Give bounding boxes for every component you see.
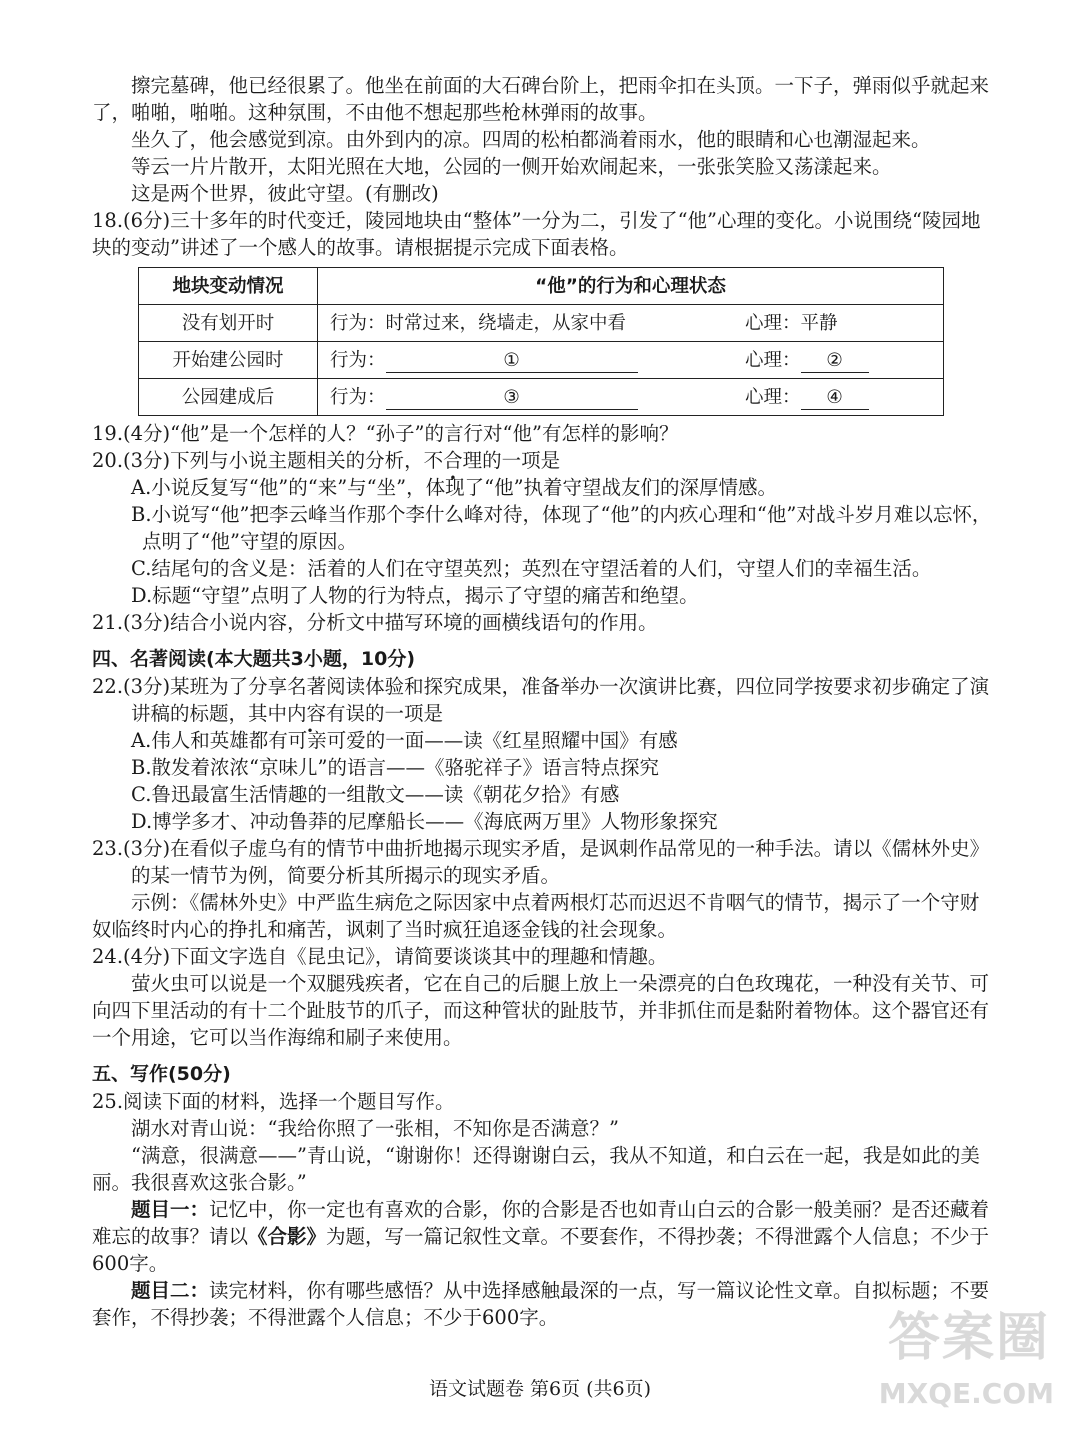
- behavior-label: 行为：: [330, 349, 386, 371]
- q20-option-a[interactable]: A.小说反复写“他”的“来”与“坐”，体现了“他”执着守望战友们的深厚情感。: [131, 476, 778, 499]
- behavior-text: 时常过来，绕墙走，从家中看: [385, 312, 627, 334]
- table-cell-state: [318, 342, 944, 379]
- passage-para-1: 擦完墓碑，他已经很累了。他坐在前面的大石碑台阶上，把雨伞扣在头顶。一下子，弹雨似乎就起来了，啪啪，啪啪。这种氛围，不由他不想起那些枪林弹雨的故事。: [92, 74, 990, 124]
- topic-1-text-b: 为题，写一篇记叙性文章。不要套作，不得抄袭；不得泄露个人信息；不少于600字。: [92, 1225, 990, 1275]
- topic-2-label: 题目二：: [131, 1279, 210, 1302]
- q20-stem-a: 20.(3分)下列与小说主题相关的分析，: [92, 449, 424, 472]
- table-cell-state: [318, 305, 944, 342]
- q25-topic-1: [92, 1196, 992, 1277]
- mind-label: 心理：: [745, 312, 801, 334]
- q22-stem-b: 的一项是: [365, 702, 444, 725]
- watermark-url: MXQE.COM: [878, 1377, 1054, 1410]
- question-18: 18.(6分)三十多年的时代变迁，陵园地块由“整体”一分为二，引发了“他”心理的变化。小说围绕“陵园地块的变动”讲述了一个感人的故事。请根据提示完成下面表格。: [92, 209, 981, 259]
- q20-option-c[interactable]: C.结尾句的含义是：活着的人们在守望英烈；英烈在守望活着的人们，守望人们的幸福生活。: [131, 557, 932, 580]
- section-4-heading: 四、名著阅读(本大题共3小题，10分): [92, 648, 416, 670]
- table-cell-state: [318, 379, 944, 416]
- q22-option-b[interactable]: B.散发着浓浓“京味儿”的语言——《骆驼祥子》语言特点探究: [131, 756, 659, 779]
- topic-2-text: 读完材料，你有哪些感悟？从中选择感触最深的一点，写一篇议论性文章。自拟标题；不要套作，不得抄袭；不得泄露个人信息；不少于600字。: [92, 1279, 990, 1329]
- behavior-label: 行为：: [330, 386, 386, 408]
- table-cell-situation: 没有划开时: [139, 305, 318, 342]
- question-23: 23.(3分)在看似子虚乌有的情节中曲折地揭示现实矛盾，是讽刺作品常见的一种手法。请以《儒林外史》的某一情节为例，简要分析其所揭示的现实矛盾。: [92, 837, 990, 887]
- topic-1-label: 题目一：: [131, 1198, 210, 1221]
- table-header-row: [139, 268, 944, 305]
- watermark-logo-text: 答案圈: [887, 1308, 1050, 1368]
- q22-stem-a: 22.(3分)某班为了分享名著阅读体验和探究成果，准备举办一次演讲比赛，四位同学按要求初步确定了演讲稿的标题，其中内容: [92, 675, 990, 725]
- answer-blank-4[interactable]: ④: [801, 387, 869, 410]
- table-cell-situation: 开始建公园时: [139, 342, 318, 379]
- q20-emphasis: 不合理: [423, 449, 483, 472]
- q22-option-a[interactable]: A.伟人和英雄都有可亲可爱的一面——读《红星照耀中国》有感: [131, 729, 678, 752]
- q25-topic-2: [92, 1277, 992, 1331]
- q20-option-d[interactable]: D.标题“守望”点明了人物的行为特点，揭示了守望的痛苦和绝望。: [131, 584, 699, 607]
- question-21: 21.(3分)结合小说内容，分析文中描写环境的画横线语句的作用。: [92, 611, 658, 634]
- q22-option-c[interactable]: C.鲁迅最富生活情趣的一组散文——读《朝花夕拾》有感: [131, 783, 620, 806]
- topic-1-text-a: 记忆中，你一定也有喜欢的合影，你的合影是否也如青山白云的合影一般美丽？是否还藏着难忘的故事？请以: [92, 1198, 990, 1248]
- question-22: [92, 673, 992, 727]
- q20-stem-b: 的一项是: [482, 449, 561, 472]
- mind-label: 心理：: [745, 386, 801, 408]
- topic-1-title: 《合影》: [248, 1225, 327, 1248]
- page-footer: 语文试题卷 第6页 (共6页): [428, 1378, 652, 1400]
- mind-label: 心理：: [745, 349, 801, 371]
- q22-option-d[interactable]: D.博学多才、冲动鲁莽的尼摩船长——《海底两万里》人物形象探究: [131, 810, 718, 833]
- mind-text: 平静: [800, 312, 838, 334]
- table-header-situation: 地块变动情况: [139, 268, 318, 305]
- q18-table: [138, 267, 944, 416]
- question-20: [92, 447, 992, 474]
- question-24: 24.(4分)下面文字选自《昆虫记》，请简要谈谈其中的理趣和情趣。: [92, 945, 668, 968]
- passage-para-2: 坐久了，他会感觉到凉。由外到内的凉。四周的松柏都淌着雨水，他的眼睛和心也潮湿起来。: [131, 128, 931, 151]
- q24-excerpt: 萤火虫可以说是一个双腿残疾者，它在自己的后腿上放上一朵漂亮的白色玫瑰花，一种没有关节、可向四下里活动的有十二个趾肢节的爪子，而这种管状的趾肢节，并非抓住而是黏附着物体。这个器官还有一个用途，它可以当作海绵和刷子来使用。: [92, 972, 990, 1049]
- table-header-behavior: “他”的行为和心理状态: [318, 268, 944, 305]
- q22-emphasis: 有误: [326, 702, 366, 725]
- q25-material-2: “满意，很满意——”青山说，“谢谢你！还得谢谢白云，我从不知道，和白云在一起，我是如此的美丽。我很喜欢这张合影。”: [92, 1144, 980, 1194]
- q20-option-b[interactable]: B.小说写“他”把李云峰当作那个李什么峰对待，体现了“他”的内疚心理和“他”对战斗岁月难以忘怀，点明了“他”守望的原因。: [131, 503, 992, 553]
- section-5-heading: 五、写作(50分): [92, 1063, 231, 1085]
- q23-example: 示例：《儒林外史》中严监生病危之际因家中点着两根灯芯而迟迟不肯咽气的情节，揭示了一个守财奴临终时内心的挣扎和痛苦，讽刺了当时疯狂追逐金钱的社会现象。: [92, 891, 980, 941]
- question-25: 25.阅读下面的材料，选择一个题目写作。: [92, 1090, 455, 1113]
- answer-blank-1[interactable]: ①: [386, 350, 638, 373]
- answer-blank-3[interactable]: ③: [386, 387, 638, 410]
- passage-para-3: 等云一片片散开，太阳光照在大地，公园的一侧开始欢闹起来，一张张笑脸又荡漾起来。: [131, 155, 892, 178]
- table-cell-situation: 公园建成后: [139, 379, 318, 416]
- exam-page: [92, 72, 992, 1331]
- watermark: [862, 1304, 1062, 1424]
- table-row: [139, 305, 944, 342]
- passage-para-4: 这是两个世界，彼此守望。(有删改): [131, 182, 439, 205]
- q25-material-1: 湖水对青山说：“我给你照了一张相，不知你是否满意？”: [131, 1117, 619, 1140]
- behavior-label: 行为：: [330, 312, 386, 334]
- answer-blank-2[interactable]: ②: [801, 350, 869, 373]
- question-19: 19.(4分)“他”是一个怎样的人？“孙子”的言行对“他”有怎样的影响？: [92, 422, 679, 445]
- table-row: [139, 379, 944, 416]
- table-row: [139, 342, 944, 379]
